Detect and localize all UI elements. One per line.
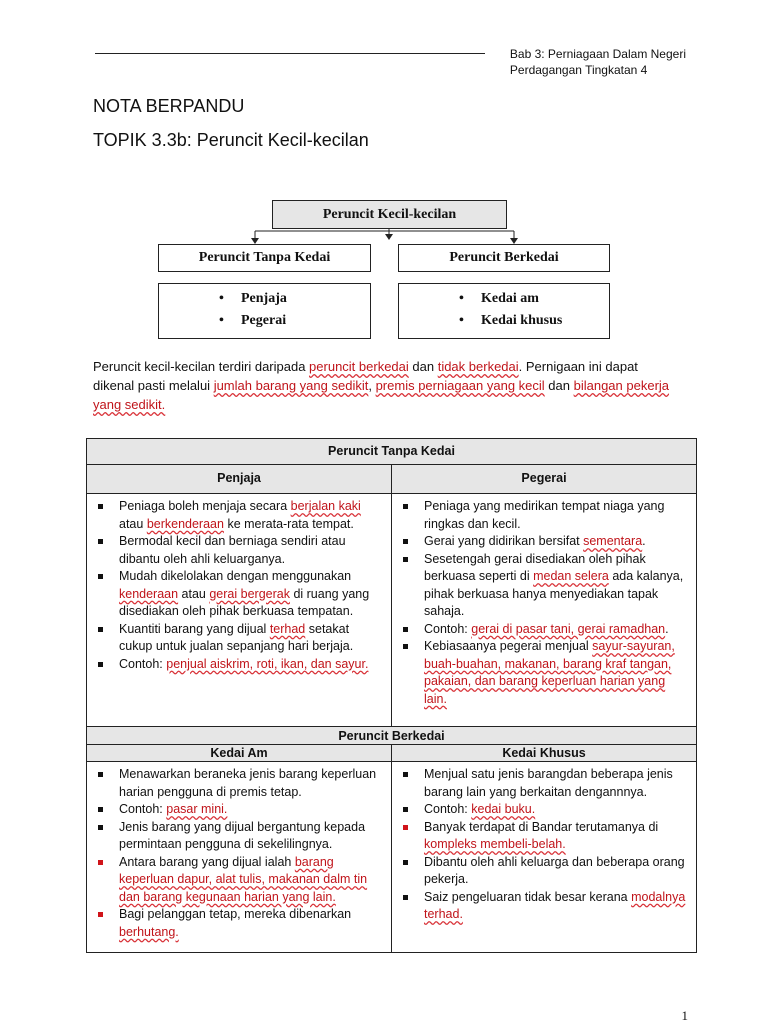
list-item: Sesetengah gerai disediakan oleh pihak berkuasa seperti di medan selera ada kalanya, pihak berkuasa hanya menyediakan tapak sahaja. (392, 551, 690, 621)
diagram-left-list (158, 283, 371, 339)
para-highlight: bilangan pekerja yang sedikit. (93, 378, 670, 412)
list-item: Banyak terdapat di Bandar terutamanya di kompleks membeli-belah. (392, 819, 690, 854)
list-item: Peniaga boleh menjaja secara berjalan kaki atau berkenderaan ke merata-rata tempat. (87, 498, 385, 533)
para-highlight: jumlah barang yang sedikit (213, 378, 369, 393)
kedai-khusus-cell (392, 762, 697, 953)
list-item: Saiz pengeluaran tidak besar kerana modalnya terhad. (392, 889, 690, 924)
penjaja-cell (87, 494, 392, 727)
diagram-connectors (0, 0, 768, 290)
intro-paragraph (93, 357, 673, 414)
diagram-right-list (398, 283, 610, 339)
diagram-right-item: • Kedai khusus (459, 310, 609, 332)
para-text: . Pernigaan ini dapat dikenal pasti melalui (93, 359, 638, 393)
diagram-left-item: • Penjaja (219, 288, 370, 310)
list-item: Gerai yang didirikan bersifat sementara. (392, 533, 690, 551)
diagram-right-box: Peruncit Berkedai (398, 244, 610, 272)
diagram-left-item: • Pegerai (219, 310, 370, 332)
column-header-kedai-khusus: Kedai Khusus (392, 745, 697, 762)
column-header-kedai-am: Kedai Am (87, 745, 392, 762)
retailer-table (86, 438, 697, 953)
para-text: , (368, 378, 376, 393)
list-item: Mudah dikelolakan dengan menggunakan kenderaan atau gerai bergerak di ruang yang disediakan oleh pihak berkuasa tempatan. (87, 568, 385, 621)
section-header-tanpa-kedai: Peruncit Tanpa Kedai (87, 439, 697, 465)
pegerai-cell (392, 494, 697, 727)
doc-title: NOTA BERPANDU (93, 96, 245, 116)
list-item: Menjual satu jenis barangdan beberapa jenis barang lain yang berkaitan dengannnya. (392, 766, 690, 801)
list-item: Bagi pelanggan tetap, mereka dibenarkan berhutang. (87, 906, 385, 941)
para-highlight: premis perniagaan yang kecil (375, 378, 545, 393)
list-item: Contoh: gerai di pasar tani, gerai ramadhan. (392, 621, 690, 639)
list-item: Jenis barang yang dijual bergantung kepada permintaan pengguna di sekelilingnya. (87, 819, 385, 854)
diagram-root-box: Peruncit Kecil-kecilan (272, 200, 507, 229)
para-text: dan (408, 359, 438, 374)
header-subject: Perdagangan Tingkatan 4 (509, 63, 648, 77)
page-number: 1 (681, 1008, 688, 1023)
list-item: Menawarkan beraneka jenis barang keperluan harian pengguna di premis tetap. (87, 766, 385, 801)
list-item: Bermodal kecil dan berniaga sendiri atau dibantu oleh ahli keluarganya. (87, 533, 385, 568)
list-item: Peniaga yang medirikan tempat niaga yang ringkas dan kecil. (392, 498, 690, 533)
column-header-pegerai: Pegerai (392, 465, 697, 494)
list-item: Kuantiti barang yang dijual terhad setakat cukup untuk jualan sepanjang hari berjaja. (87, 621, 385, 656)
kedai-am-cell (87, 762, 392, 953)
list-item: Contoh: penjual aiskrim, roti, ikan, dan sayur. (87, 656, 385, 674)
section-header-berkedai: Peruncit Berkedai (87, 727, 697, 745)
column-header-penjaja: Penjaja (87, 465, 392, 494)
list-item: Antara barang yang dijual ialah barang keperluan dapur, alat tulis, makanan dalm tin dan barang kegunaan harian yang lain. (87, 854, 385, 907)
header-chapter: Bab 3: Perniagaan Dalam Negeri (509, 47, 686, 61)
para-text: dan (544, 378, 574, 393)
para-text: Peruncit kecil-kecilan terdiri daripada (93, 359, 310, 374)
diagram-left-box: Peruncit Tanpa Kedai (158, 244, 371, 272)
list-item: Contoh: pasar mini. (87, 801, 385, 819)
topic-title: TOPIK 3.3b: Peruncit Kecil-kecilan (93, 130, 369, 150)
list-item: Contoh: kedai buku. (392, 801, 690, 819)
para-highlight: peruncit berkedai (309, 359, 409, 374)
diagram-right-item: • Kedai am (459, 288, 609, 310)
para-highlight: tidak berkedai (437, 359, 519, 374)
list-item: Dibantu oleh ahli keluarga dan beberapa orang pekerja. (392, 854, 690, 889)
list-item: Kebiasaanya pegerai menjual sayur-sayuran, buah-buahan, makanan, barang kraf tangan, pakaian, dan barang keperluan harian yang lain. (392, 638, 690, 708)
